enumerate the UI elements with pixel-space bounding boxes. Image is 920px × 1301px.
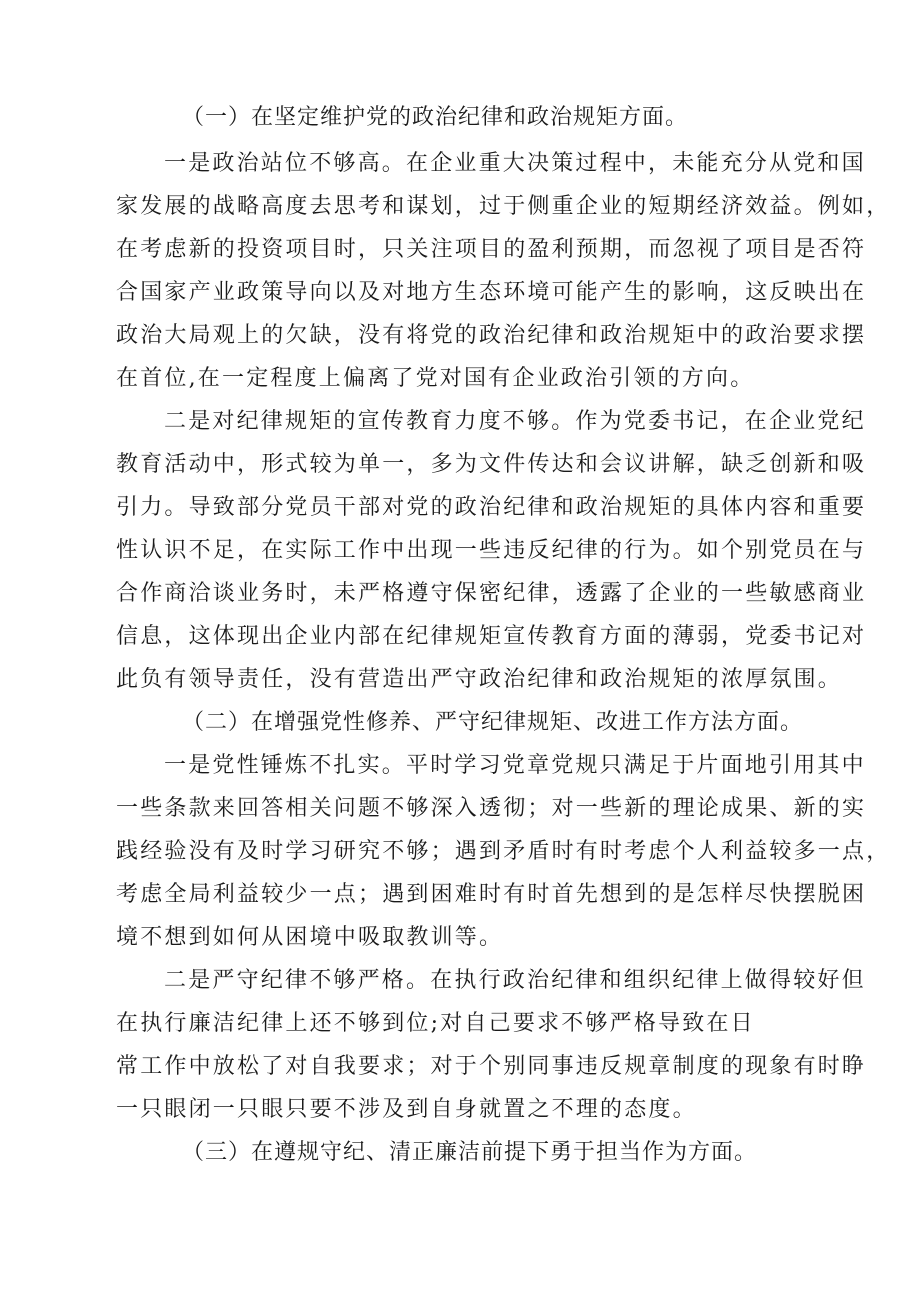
paragraph-line: 一是政治站位不够高。在企业重大决策过程中，未能充分从党和国 — [164, 151, 866, 176]
paragraph-line: 在考虑新的投资项目时，只关注项目的盈利预期，而忽视了项目是否符 — [116, 237, 867, 262]
section-heading-3: （三）在遵规守纪、清正廉洁前提下勇于担当作为方面。 — [182, 1140, 758, 1165]
paragraph-line: 考虑全局利益较少一点；遇到困难时有时首先想到的是怎样尽快摆脱困 — [116, 882, 867, 907]
paragraph-line: 境不想到如何从困境中吸取教训等。 — [116, 925, 504, 950]
paragraph-line: 政治大局观上的欠缺，没有将党的政治纪律和政治规矩中的政治要求摆 — [116, 323, 867, 348]
paragraph-line: 家发展的战略高度去思考和谋划，过于侧重企业的短期经济效益。例如， — [116, 194, 891, 219]
paragraph-line: 一些条款来回答相关问题不够深入透彻；对一些新的理论成果、新的实 — [116, 796, 867, 821]
paragraph-line: 信息，这体现出企业内部在纪律规矩宣传教育方面的薄弱，党委书记对 — [116, 624, 867, 649]
paragraph-line: 常工作中放松了对自我要求；对于个别同事违反规章制度的现象有时睁 — [116, 1054, 867, 1079]
section-heading-2: （二）在增强党性修养、严守纪律规矩、改进工作方法方面。 — [182, 710, 804, 735]
paragraph-line: 二是严守纪律不够严格。在执行政治纪律和组织纪律上做得较好但 — [164, 968, 866, 993]
paragraph-line: 引力。导致部分党员干部对党的政治纪律和政治规矩的具体内容和重要 — [116, 495, 867, 520]
paragraph-line: 践经验没有及时学习研究不够；遇到矛盾时有时考虑个人利益较多一点， — [116, 839, 891, 864]
paragraph-line: 二是对纪律规矩的宣传教育力度不够。作为党委书记，在企业党纪 — [164, 409, 866, 434]
section-heading-1: （一）在坚定维护党的政治纪律和政治规矩方面。 — [182, 105, 689, 130]
paragraph-line: 合作商洽谈业务时，未严格遵守保密纪律，透露了企业的一些敏感商业 — [116, 581, 867, 606]
paragraph-line: 教育活动中，形式较为单一，多为文件传达和会议讲解，缺乏创新和吸 — [116, 452, 867, 477]
paragraph-line: 一只眼闭一只眼只要不涉及到自身就置之不理的态度。 — [116, 1097, 697, 1122]
paragraph-line: 在执行廉洁纪律上还不够到位;对自己要求不够严格导致在日 — [116, 1011, 755, 1036]
paragraph-line: 性认识不足，在实际工作中出现一些违反纪律的行为。如个别党员在与 — [116, 538, 867, 563]
paragraph-line: 在首位,在一定程度上偏离了党对国有企业政治引领的方向。 — [116, 366, 755, 391]
paragraph-line: 合国家产业政策导向以及对地方生态环境可能产生的影响，这反映出在 — [116, 280, 867, 305]
paragraph-line: 此负有领导责任，没有营造出严守政治纪律和政治规矩的浓厚氛围。 — [116, 667, 843, 692]
paragraph-line: 一是党性锤炼不扎实。平时学习党章党规只满足于片面地引用其中 — [164, 753, 866, 778]
